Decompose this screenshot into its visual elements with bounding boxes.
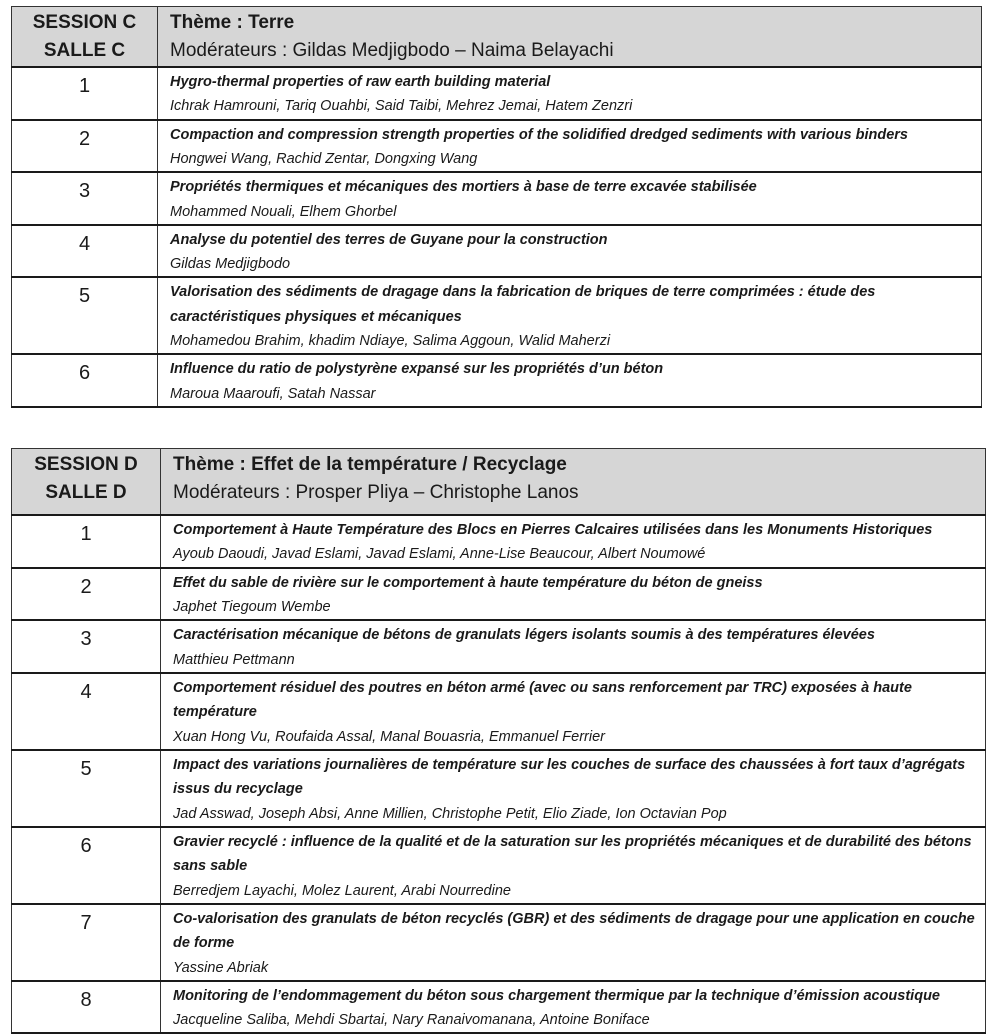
session-info-cell [161,449,986,515]
paper-cell [158,120,982,173]
session-theme: Thème : Effet de la température / Recyclage [173,454,567,475]
paper-cell [161,568,986,621]
paper-cell [158,67,982,120]
paper-authors: Hongwei Wang, Rachid Zentar, Dongxing Wang [170,151,478,167]
paper-number: 8 [12,981,161,1034]
paper-authors: Yassine Abriak [173,959,269,976]
session-moderators: Modérateurs : Prosper Pliya – Christophe Lanos [173,482,579,503]
paper-number: 3 [12,620,161,673]
paper-row [12,673,986,750]
paper-authors: Jad Asswad, Joseph Absi, Anne Millien, Christophe Petit, Elio Ziade, Ion Octavian Pop [173,805,727,822]
paper-number: 1 [12,67,158,120]
session-theme: Thème : Terre [170,12,295,33]
paper-cell [161,673,986,750]
paper-row [12,354,982,407]
paper-number: 5 [12,750,161,827]
paper-cell [161,515,986,568]
session-moderators: Modérateurs : Gildas Medjigbodo – Naima Belayachi [170,40,614,61]
paper-cell [158,172,982,225]
paper-authors: Matthieu Pettmann [173,651,295,668]
paper-number: 4 [12,673,161,750]
paper-number: 2 [12,120,158,173]
paper-authors: Ayoub Daoudi, Javad Eslami, Javad Eslami, Anne-Lise Beaucour, Albert Noumowé [173,546,706,562]
session-header [12,449,986,515]
paper-cell [158,277,982,354]
paper-title: Hygro-thermal properties of raw earth building material [170,73,551,90]
paper-number: 3 [12,172,158,225]
paper-cell [161,981,986,1034]
session-c-table [11,6,982,408]
session-label-cell [12,7,158,67]
paper-authors: Gildas Medjigbodo [170,256,291,272]
paper-authors: Mohammed Nouali, Elhem Ghorbel [170,203,397,220]
paper-row [12,277,982,354]
paper-cell [161,750,986,827]
session-d-table [11,448,986,1034]
paper-number: 6 [12,827,161,904]
paper-title: Comportement à Haute Température des Blocs en Pierres Calcaires utilisées dans les Monuments Historiques [173,521,933,538]
paper-cell [161,904,986,981]
room-label: SALLE D [45,482,127,503]
paper-cell [158,225,982,278]
paper-cell [161,620,986,673]
paper-authors: Japhet Tiegoum Wembe [173,599,331,615]
paper-title: Gravier recyclé : influence de la qualité et de la saturation sur les propriétés mécaniques et de durabilité des bétons sans sable [173,833,972,874]
paper-number: 7 [12,904,161,981]
paper-cell [161,827,986,904]
paper-authors: Berredjem Layachi, Molez Laurent, Arabi Nourredine [173,882,511,899]
paper-row [12,172,982,225]
paper-title: Caractérisation mécanique de bétons de granulats légers isolants soumis à des températures élevées [173,627,875,643]
paper-row [12,225,982,278]
paper-authors: Jacqueline Saliba, Mehdi Sbartai, Nary Ranaivomanana, Antoine Boniface [173,1012,650,1028]
paper-authors: Ichrak Hamrouni, Tariq Ouahbi, Said Taibi, Mehrez Jemai, Hatem Zenzri [170,98,633,114]
paper-number: 6 [12,354,158,407]
paper-row [12,67,982,120]
session-header [12,7,982,67]
paper-number: 1 [12,515,161,568]
paper-authors: Maroua Maaroufi, Satah Nassar [170,385,376,402]
session-info-cell [158,7,982,67]
paper-title: Impact des variations journalières de température sur les couches de surface des chaussées à fort taux d’agrégats issus du recyclage [173,756,966,797]
paper-title: Monitoring de l’endommagement du béton sous chargement thermique par la technique d’émission acoustique [173,987,940,1004]
paper-title: Analyse du potentiel des terres de Guyane pour la construction [170,231,608,248]
paper-number: 4 [12,225,158,278]
paper-row [12,981,986,1034]
session-label: SESSION C [32,12,137,33]
paper-number: 2 [12,568,161,621]
paper-authors: Xuan Hong Vu, Roufaida Assal, Manal Bouasria, Emmanuel Ferrier [173,728,605,745]
paper-title: Effet du sable de rivière sur le comportement à haute température du béton de gneiss [173,574,763,591]
session-label: SESSION D [34,454,138,475]
paper-title: Co-valorisation des granulats de béton recyclés (GBR) et des sédiments de dragage pour une application en couche de forme [173,910,975,951]
room-label: SALLE C [43,40,126,61]
paper-title: Propriétés thermiques et mécaniques des mortiers à base de terre excavée stabilisée [170,179,757,195]
paper-title: Influence du ratio de polystyrène expansé sur les propriétés d’un béton [170,361,664,377]
paper-row [12,827,986,904]
paper-title: Comportement résiduel des poutres en béton armé (avec ou sans renforcement par TRC) exposées à haute température [173,679,912,720]
paper-cell [158,354,982,407]
paper-row [12,568,986,621]
paper-row [12,904,986,981]
paper-number: 5 [12,277,158,354]
paper-row [12,515,986,568]
paper-authors: Mohamedou Brahim, khadim Ndiaye, Salima Aggoun, Walid Maherzi [170,333,611,349]
paper-row [12,750,986,827]
paper-row [12,620,986,673]
session-label-cell [12,449,161,515]
paper-title: Valorisation des sédiments de dragage dans la fabrication de briques de terre comprimées : étude des caractéristiques physiques et mécaniques [170,284,876,325]
paper-title: Compaction and compression strength properties of the solidified dredged sediments with various binders [170,126,908,143]
paper-row [12,120,982,173]
